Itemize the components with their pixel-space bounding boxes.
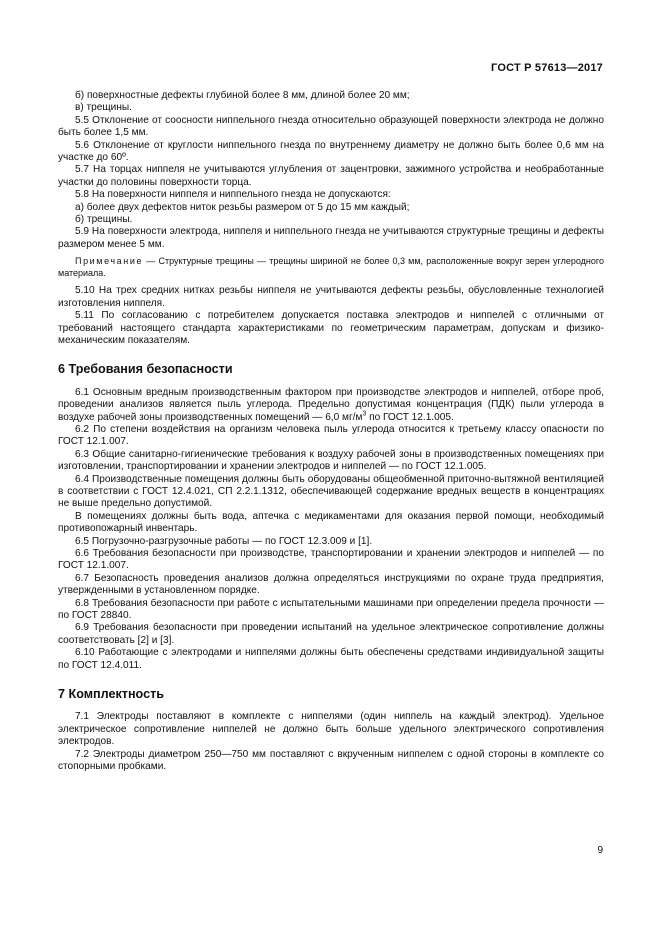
paragraph: 5.6 Отклонение от круглости ниппельного гнезда по внутреннему диаметру не должно быть более 0,6 мм на участке до 60º. — [58, 139, 604, 164]
section-heading: 6 Требования безопасности — [58, 362, 233, 377]
paragraph: 7.2 Электроды диаметром 250—750 мм поставляют с вкрученным ниппелем с одной стороны в комплекте со стопорными пробками. — [58, 748, 604, 773]
superscript: 3 — [362, 410, 367, 418]
document-code: ГОСТ Р 57613—2017 — [491, 62, 603, 74]
paragraph: в) трещины. — [75, 102, 132, 114]
paragraph: 5.5 Отклонение от соосности ниппельного гнезда относительно образующей поверхности электрода не должно быть более 1,5 мм. — [58, 114, 604, 139]
page-content — [58, 90, 604, 774]
paragraph-text: 6.1 Основным вредным производственным фактором при производстве электродов и ниппелей, отборе проб, проведении анализов является пыль углерода. Предельно допустимая концентрация (ПДК) пыли углерода в воздухе рабочей зоны производственных помещений — 6,0 мг/м — [58, 386, 604, 423]
paragraph: 6.9 Требования безопасности при проведении испытаний на удельное электрическое сопротивление должны соответствовать [2] и [3]. — [58, 622, 604, 646]
paragraph: 6.8 Требования безопасности при работе с испытательными машинами при определении предела прочности — по ГОСТ 28840. — [58, 597, 604, 622]
paragraph — [58, 387, 604, 424]
page-number: 9 — [597, 845, 603, 856]
paragraph: 5.10 На трех средних нитках резьбы ниппеля не учитываются дефекты резьбы, обусловленные технологией изготовления ниппеля. — [58, 285, 604, 309]
paragraph: б) поверхностные дефекты глубиной более 8 мм, длиной более 20 мм; — [75, 90, 410, 101]
paragraph: б) трещины. — [75, 214, 133, 226]
note-text: — Структурные трещины — трещины шириной не более 0,3 мм, расположенные вокруг зерен углеродного материала. — [58, 256, 604, 278]
paragraph: 6.3 Общие санитарно-гигиенические требования к воздуху рабочей зоны в производственных помещениях при изготовлении, транспортировании и хранении электродов и ниппелей — по ГОСТ 12.1.005. — [58, 448, 604, 473]
paragraph: 5.7 На торцах ниппеля не учитываются углубления от зацентровки, зажимного устройства и необработанные участки до половины поверхности торца. — [58, 164, 604, 188]
paragraph: 5.11 По согласованию с потребителем допускается поставка электродов и ниппелей с отличными от требований настоящего стандарта характеристиками по геометрическим параметрам, допускам и физико-механическим показателям. — [58, 310, 604, 346]
paragraph: В помещениях должны быть вода, аптечка с медикаментами для оказания первой помощи, необходимый противопожарный инвентарь. — [58, 510, 604, 535]
paragraph: 5.8 На поверхности ниппеля и ниппельного гнезда не допускаются: — [75, 189, 391, 201]
paragraph: 6.4 Производственные помещения должны быть оборудованы общеобменной приточно-вытяжной вентиляцией в соответствии с ГОСТ 12.4.021, СП 2.2.1.1312, обеспечивающей содержание вредных веществ в концентрациях не выше предельно допустимой. — [58, 473, 604, 510]
paragraph: 6.7 Безопасность проведения анализов должна определяться инструкциями по охране труда предприятия, утвержденными в установленном порядке. — [58, 572, 604, 597]
paragraph: 6.10 Работающие с электродами и ниппелями должны быть обеспечены средствами индивидуальной защиты по ГОСТ 12.4.011. — [58, 647, 604, 671]
paragraph: 7.1 Электроды поставляют в комплекте с ниппелями (один ниппель на каждый электрод). Удельное электрическое сопротивление ниппелей не должно быть больше удельного электрического сопротивления электродов. — [58, 711, 604, 748]
paragraph-text: по ГОСТ 12.1.005. — [366, 411, 454, 423]
note — [58, 256, 604, 279]
paragraph: 6.2 По степени воздействия на организм человека пыль углерода относится к третьему классу опасности по ГОСТ 12.1.007. — [58, 423, 604, 448]
paragraph: а) более двух дефектов ниток резьбы размером от 5 до 15 мм каждый; — [75, 201, 410, 213]
note-label: Примечание — [75, 256, 144, 267]
section-heading: 7 Комплектность — [58, 687, 164, 702]
paragraph: 6.6 Требования безопасности при производстве, транспортировании и хранении электродов и ниппелей — по ГОСТ 12.1.007. — [58, 548, 604, 572]
paragraph: 6.5 Погрузочно-разгрузочные работы — по ГОСТ 12.3.009 и [1]. — [75, 535, 373, 547]
paragraph: 5.9 На поверхности электрода, ниппеля и ниппельного гнезда не учитываются структурные трещины и дефекты размером менее 5 мм. — [58, 226, 604, 250]
